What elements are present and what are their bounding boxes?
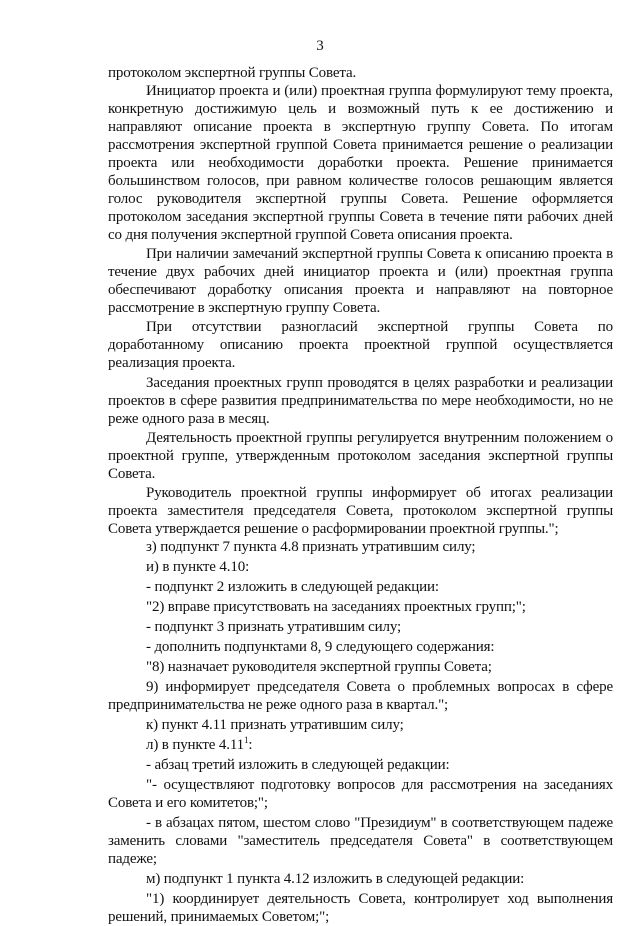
paragraph: Деятельность проектной группы регулируется внутренним положением о проектной группе, утвержденным протоколом заседания экспертной группы Совета.: [108, 430, 613, 482]
paragraph: При наличии замечаний экспертной группы Совета к описанию проекта в течение двух рабочих дней инициатор проекта и (или) проектная группа обеспечивают доработку описания проекта и направляют на повторное рассмотрение в экспертную группу Совета.: [108, 246, 613, 316]
list-item: и) в пункте 4.10:: [146, 559, 250, 575]
paragraph: Инициатор проекта и (или) проектная группа формулируют тему проекта, конкретную достижимую цель и возможный путь к ее достижению и направляют описание проекта в экспертную группу Совета. По итогам рассмотрения экспертной группой Совета принимается решение о реализации проекта или необходимости доработки проекта. Решение принимается большинством голосов, при равном количестве голосов решающим является голос руководителя экспертной группы Совета. Решение оформляется протоколом заседания экспертной группы Совета в течение пяти рабочих дней со дня получения экспертной группой Совета описания проекта.: [108, 83, 613, 243]
item-text: л) в пункте 4.11: [146, 737, 244, 753]
list-item: з) подпункт 7 пункта 4.8 признать утратившим силу;: [146, 539, 476, 555]
document-body: [108, 64, 613, 926]
paragraph: Заседания проектных групп проводятся в целях разработки и реализации проектов в сфере развития предпринимательства по мере необходимости, но не реже одного раза в месяц.: [108, 375, 613, 427]
list-item: м) подпункт 1 пункта 4.12 изложить в следующей редакции:: [146, 871, 525, 887]
paragraph: протоколом экспертной группы Совета.: [108, 65, 357, 81]
list-item: [108, 736, 613, 754]
list-item: к) пункт 4.11 признать утратившим силу;: [146, 717, 404, 733]
paragraph: - в абзацах пятом, шестом слово "Президиум" в соответствующем падеже заменить словами "заместитель председателя Совета" в соответствующем падеже;: [108, 815, 613, 867]
list-item: - абзац третий изложить в следующей редакции:: [146, 757, 450, 773]
list-item: "8) назначает руководителя экспертной группы Совета;: [146, 659, 492, 675]
superscript-number: 1: [243, 735, 249, 745]
list-item: "2) вправе присутствовать на заседаниях проектных групп;";: [146, 599, 526, 615]
list-item: - дополнить подпунктами 8, 9 следующего содержания:: [146, 639, 495, 655]
paragraph: 9) информирует председателя Совета о проблемных вопросах в сфере предпринимательства не реже одного раза в квартал.";: [108, 679, 613, 713]
list-item: - подпункт 3 признать утратившим силу;: [146, 619, 402, 635]
paragraph: Руководитель проектной группы информирует об итогах реализации проекта заместителя председателя Совета, протоколом экспертной группы Совета утверждается решение о расформировании проектной группы.";: [108, 485, 613, 537]
paragraph: "1) координирует деятельность Совета, контролирует ход выполнения решений, принимаемых Советом;";: [108, 891, 613, 925]
list-item: - подпункт 2 изложить в следующей редакции:: [146, 579, 439, 595]
paragraph: При отсутствии разногласий экспертной группы Совета по доработанному описанию проекта проектной группой осуществляется реализация проекта.: [108, 319, 613, 371]
paragraph: "- осуществляют подготовку вопросов для рассмотрения на заседаниях Совета и его комитетов;";: [108, 777, 613, 811]
item-punctuation: :: [248, 737, 253, 753]
page-number: 3: [316, 38, 324, 54]
